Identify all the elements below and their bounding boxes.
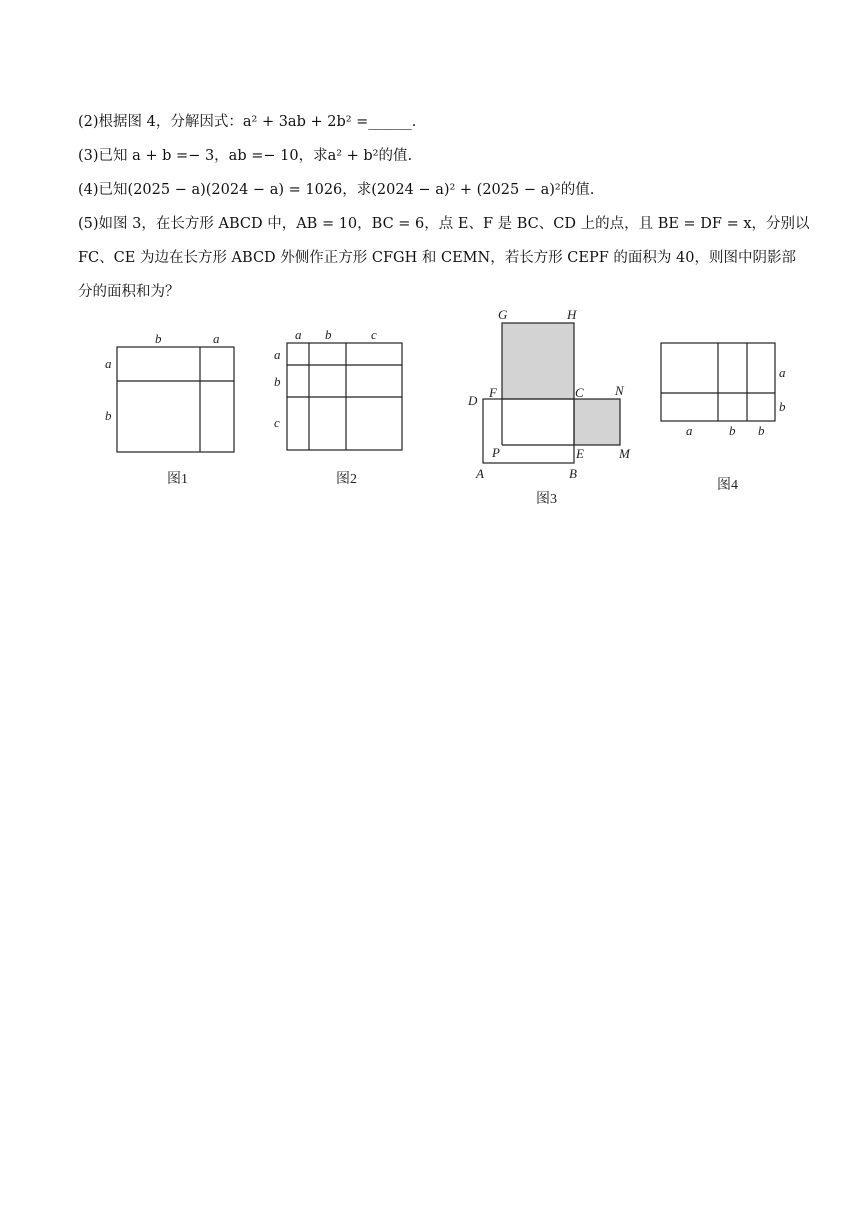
fig3-label-h: H	[567, 307, 577, 322]
fig4-label-side-b: b	[779, 399, 786, 414]
question-4: (4)已知(2025 − a)(2024 − a) = 1026，求(2024 − a)² + (2025 − a)²的值.	[78, 182, 595, 198]
fig3-label-a: A	[476, 466, 484, 481]
fig3-label-b: B	[569, 466, 577, 481]
fig1-label-side-a: a	[105, 356, 112, 371]
fig1-caption: 图1	[167, 472, 188, 487]
question-3: (3)已知 a + b =− 3，ab =− 10，求a² + b²的值.	[78, 148, 413, 164]
fig3-label-g: G	[498, 307, 508, 322]
figure-2	[268, 320, 418, 500]
question-5-line-1: (5)如图 3，在长方形 ABCD 中，AB = 10，BC = 6，点 E、F 是 BC、CD 上的点，且 BE = DF = x，分别以	[78, 216, 810, 232]
fig3-square-cfgh	[502, 323, 574, 399]
fig3-label-n: N	[615, 383, 624, 398]
figure-4	[655, 330, 805, 500]
fig3-label-m: M	[619, 446, 630, 461]
fig3-label-d: D	[468, 393, 478, 408]
fig1-label-side-b: b	[105, 408, 112, 423]
fig4-label-side-a: a	[779, 365, 786, 380]
fig3-label-p: P	[492, 445, 500, 460]
fig3-caption: 图3	[536, 492, 557, 507]
fig2-label-side-c: c	[274, 415, 280, 430]
fig2-label-top-b: b	[325, 327, 332, 342]
fig4-label-bottom-a: a	[686, 423, 693, 438]
question-5-line-2: FC、CE 为边在长方形 ABCD 外侧作正方形 CFGH 和 CEMN，若长方形 CEPF 的面积为 40，则图中阴影部	[78, 250, 796, 266]
fig1-label-top-b: b	[155, 331, 162, 346]
fig4-caption: 图4	[717, 478, 738, 493]
figure-1	[95, 320, 255, 500]
fig1-label-top-a: a	[213, 331, 220, 346]
question-5-line-3: 分的面积和为？	[78, 284, 180, 300]
fig2-label-top-a: a	[295, 327, 302, 342]
fig4-label-bottom-b1: b	[729, 423, 736, 438]
question-2: (2)根据图 4，分解因式：a² + 3ab + 2b² =______.	[78, 114, 417, 130]
fig2-label-side-b: b	[274, 374, 281, 389]
figure-3	[462, 300, 647, 512]
fig1-outer-square	[117, 347, 234, 452]
fig3-label-f: F	[489, 385, 497, 400]
fig2-label-top-c: c	[371, 327, 377, 342]
fig2-caption: 图2	[336, 472, 357, 487]
fig3-label-c: C	[575, 385, 584, 400]
fig3-label-e: E	[576, 446, 584, 461]
fig4-label-bottom-b2: b	[758, 423, 765, 438]
fig2-label-side-a: a	[274, 347, 281, 362]
fig3-square-cemn	[574, 399, 620, 445]
